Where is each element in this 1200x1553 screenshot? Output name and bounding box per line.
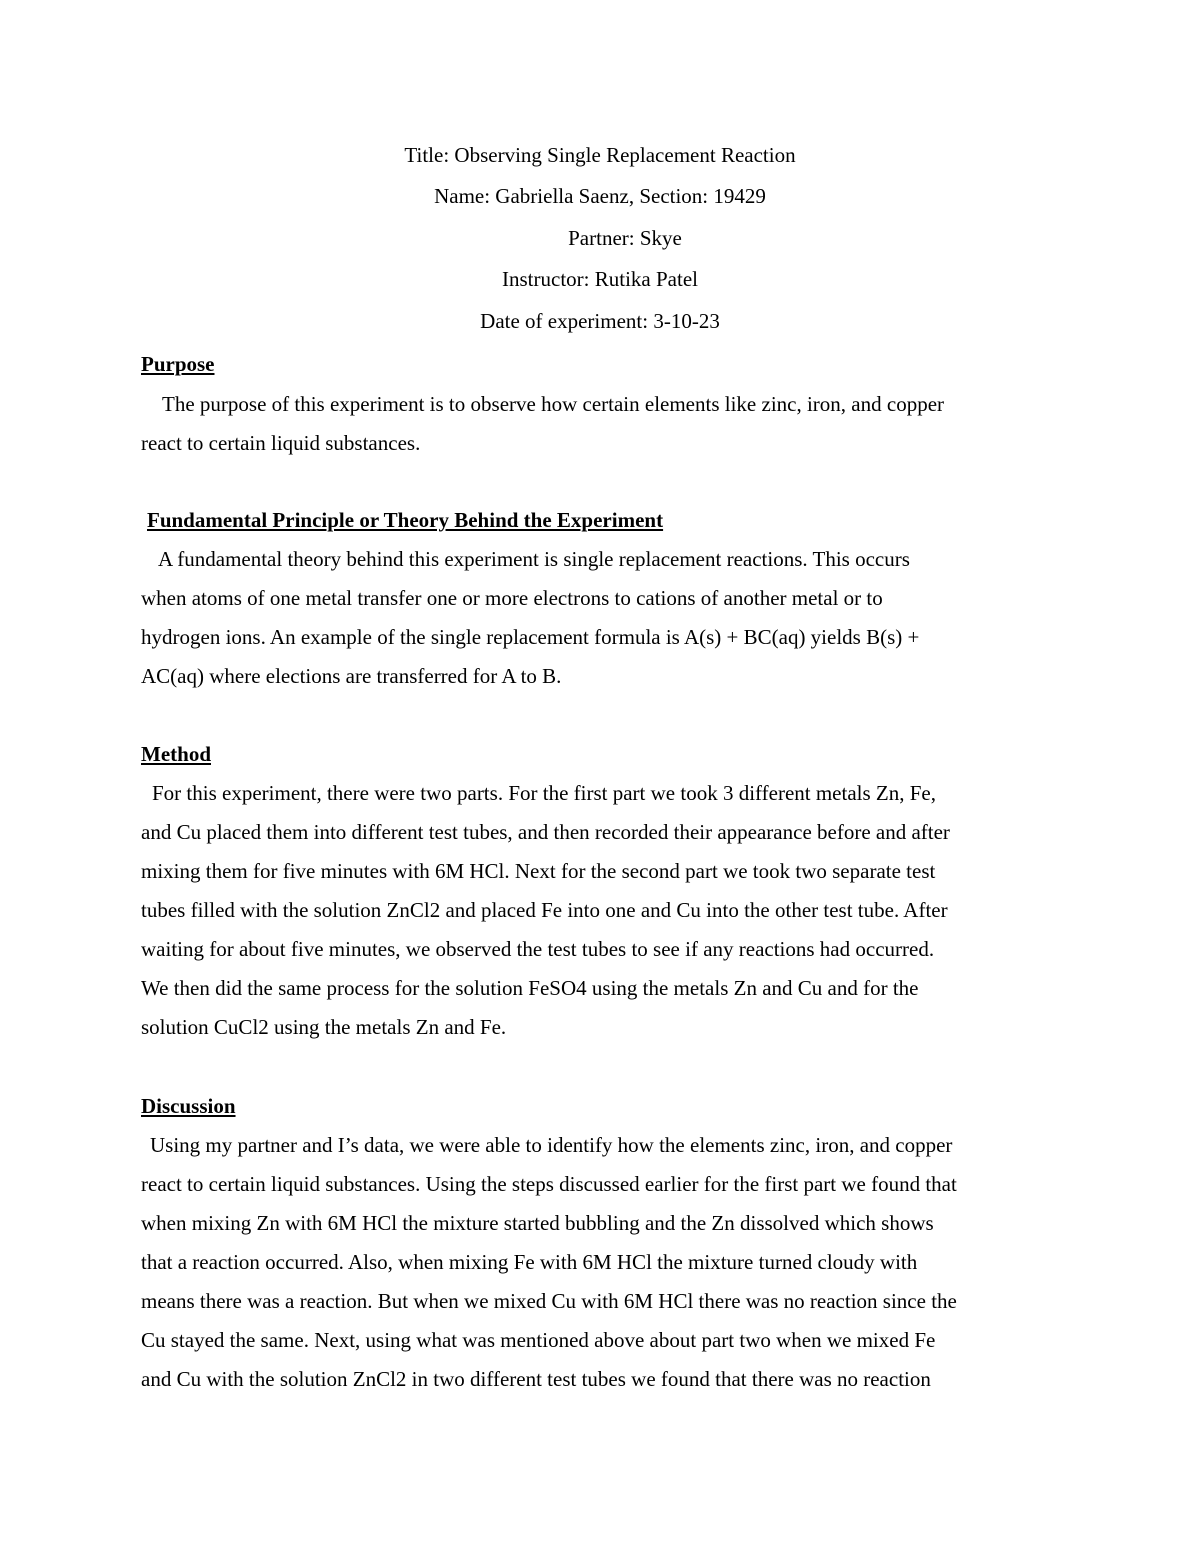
- discussion-line: that a reaction occurred. Also, when mixing Fe with 6M HCl the mixture turned cloudy with: [141, 1250, 918, 1274]
- theory-heading: Fundamental Principle or Theory Behind the Experiment: [147, 508, 664, 532]
- partner-line: Partner: Skye: [568, 226, 682, 250]
- theory-line: AC(aq) where elections are transferred for A to B.: [141, 664, 562, 688]
- method-line: and Cu placed them into different test tubes, and then recorded their appearance before and after: [141, 820, 950, 844]
- purpose-line: The purpose of this experiment is to observe how certain elements like zinc, iron, and copper: [162, 392, 945, 416]
- method-heading: Method: [141, 742, 211, 766]
- instructor-line: Instructor: Rutika Patel: [502, 267, 698, 291]
- discussion-line: means there was a reaction. But when we mixed Cu with 6M HCl there was no reaction since the: [141, 1289, 957, 1313]
- discussion-line: when mixing Zn with 6M HCl the mixture started bubbling and the Zn dissolved which shows: [141, 1211, 934, 1235]
- method-line: solution CuCl2 using the metals Zn and Fe.: [141, 1015, 507, 1039]
- method-line: mixing them for five minutes with 6M HCl. Next for the second part we took two separate test: [141, 859, 936, 883]
- discussion-line: Cu stayed the same. Next, using what was mentioned above about part two when we mixed Fe: [141, 1328, 936, 1352]
- discussion-line: Using my partner and I’s data, we were able to identify how the elements zinc, iron, and copper: [150, 1133, 953, 1157]
- method-line: tubes filled with the solution ZnCl2 and placed Fe into one and Cu into the other test tube. After: [141, 898, 948, 922]
- discussion-line: react to certain liquid substances. Using the steps discussed earlier for the first part we found that: [141, 1172, 957, 1196]
- method-line: We then did the same process for the solution FeSO4 using the metals Zn and Cu and for the: [141, 976, 919, 1000]
- purpose-line: react to certain liquid substances.: [141, 431, 421, 455]
- theory-line: when atoms of one metal transfer one or more electrons to cations of another metal or to: [141, 586, 883, 610]
- theory-line: A fundamental theory behind this experiment is single replacement reactions. This occurs: [158, 547, 910, 571]
- discussion-line: and Cu with the solution ZnCl2 in two different test tubes we found that there was no reaction: [141, 1367, 931, 1391]
- method-line: For this experiment, there were two parts. For the first part we took 3 different metals Zn, Fe,: [152, 781, 936, 805]
- discussion-heading: Discussion: [141, 1094, 236, 1118]
- date-line: Date of experiment: 3-10-23: [480, 309, 720, 333]
- name-section-line: Name: Gabriella Saenz, Section: 19429: [434, 184, 766, 208]
- method-line: waiting for about five minutes, we observed the test tubes to see if any reactions had occurred.: [141, 937, 935, 961]
- theory-line: hydrogen ions. An example of the single replacement formula is A(s) + BC(aq) yields B(s) +: [141, 625, 920, 649]
- report-title: Title: Observing Single Replacement Reaction: [404, 143, 796, 167]
- purpose-heading: Purpose: [141, 352, 215, 376]
